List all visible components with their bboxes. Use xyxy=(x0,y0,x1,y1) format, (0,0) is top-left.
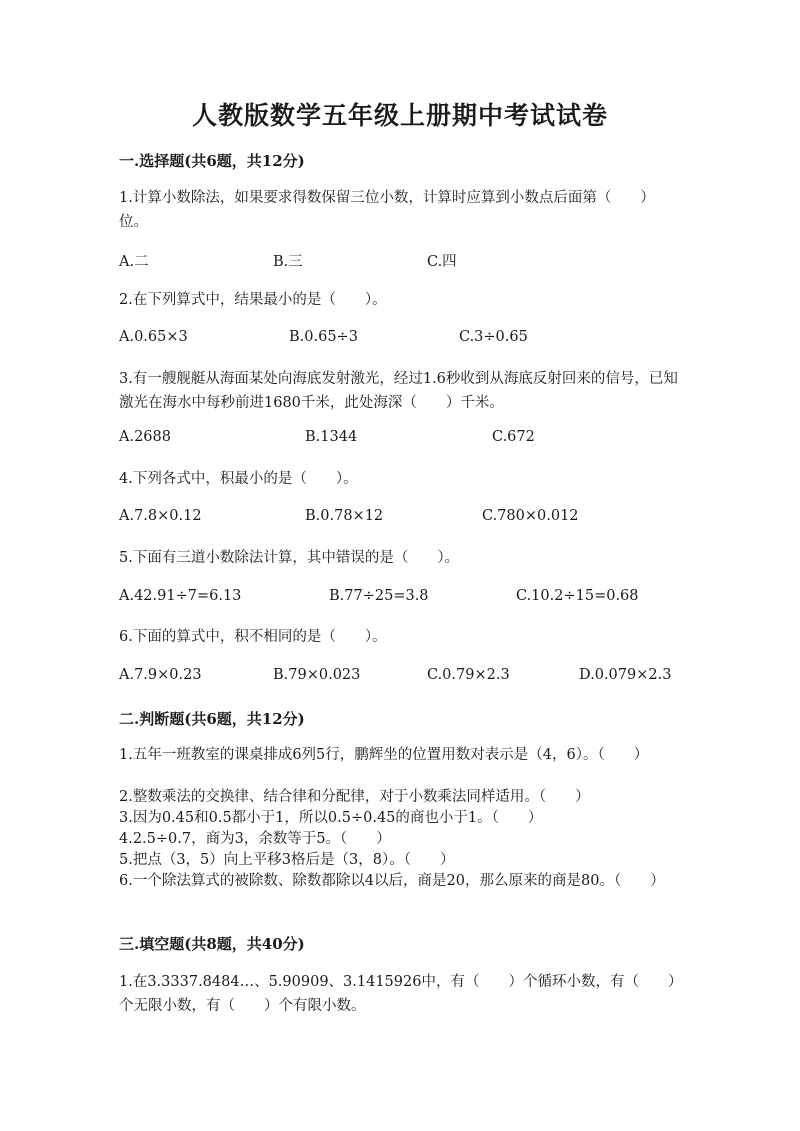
option-b: B.三 xyxy=(273,254,303,270)
question-text: 3.有一艘舰艇从海面某处向海底发射激光，经过1.6秒收到从海底反射回来的信号，已知激光在海水中每秒前进1680千米，此处海深（ ）千米。 xyxy=(119,371,678,411)
section-heading-judgment: 二.判断题(共6题，共12分) xyxy=(119,710,305,728)
option-a: A.0.65×3 xyxy=(119,329,188,345)
judgment-item: 5.把点（3，5）向上平移3格后是（3，8）。（ ） xyxy=(119,852,455,868)
judgment-item: 6.一个除法算式的被除数、除数都除以4以后，商是20，那么原来的商是80。（ ） xyxy=(119,873,665,889)
option-a: A.7.9×0.23 xyxy=(119,667,202,683)
option-b: B.0.78×12 xyxy=(305,508,384,524)
question-text: 1.在3.3337.8484…、5.90909、3.1415926中，有（ ）个循环小数，有（ ）个无限小数，有（ ）个有限小数。 xyxy=(119,974,676,1014)
section-heading-fill: 三.填空题(共8题，共40分) xyxy=(119,935,305,953)
judgment-item: 2.整数乘法的交换律、结合律和分配律，对于小数乘法同样适用。（ ） xyxy=(119,789,590,805)
option-a: A.7.8×0.12 xyxy=(119,508,202,524)
option-a: A.42.91÷7=6.13 xyxy=(119,588,242,604)
option-b: B.79×0.023 xyxy=(273,667,361,683)
judgment-item: 1.五年一班教室的课桌排成6列5行，鹏辉坐的位置用数对表示是（4，6）。（ ） xyxy=(119,747,649,763)
option-a: A.二 xyxy=(119,254,149,270)
option-d: D.0.079×2.3 xyxy=(579,667,672,683)
option-c: C.四 xyxy=(427,254,457,270)
question-text: 6.下面的算式中，积不相同的是（ ）。 xyxy=(119,629,387,645)
option-b: B.1344 xyxy=(305,429,358,445)
question-text: 5.下面有三道小数除法计算，其中错误的是（ ）。 xyxy=(119,550,460,566)
option-c: C.780×0.012 xyxy=(482,508,579,524)
question-text: 1.计算小数除法，如果要求得数保留三位小数，计算时应算到小数点后面第（ ）位。 xyxy=(119,190,655,230)
option-c: C.3÷0.65 xyxy=(459,329,528,345)
judgment-item: 4.2.5÷0.7，商为3，余数等于5。（ ） xyxy=(119,831,391,847)
option-c: C.0.79×2.3 xyxy=(427,667,510,683)
question-text: 2.在下列算式中，结果最小的是（ ）。 xyxy=(119,292,387,308)
option-b: B.0.65÷3 xyxy=(289,329,358,345)
question-text: 4.下列各式中，积最小的是（ ）。 xyxy=(119,471,358,487)
option-b: B.77÷25=3.8 xyxy=(329,588,429,604)
option-c: C.672 xyxy=(492,429,535,445)
option-a: A.2688 xyxy=(119,429,171,445)
exam-title: 人教版数学五年级上册期中考试试卷 xyxy=(191,101,608,130)
option-c: C.10.2÷15=0.68 xyxy=(516,588,639,604)
section-heading-choice: 一.选择题(共6题，共12分) xyxy=(119,152,305,170)
judgment-item: 3.因为0.45和0.5都小于1，所以0.5÷0.45的商也小于1。（ ） xyxy=(119,810,543,826)
